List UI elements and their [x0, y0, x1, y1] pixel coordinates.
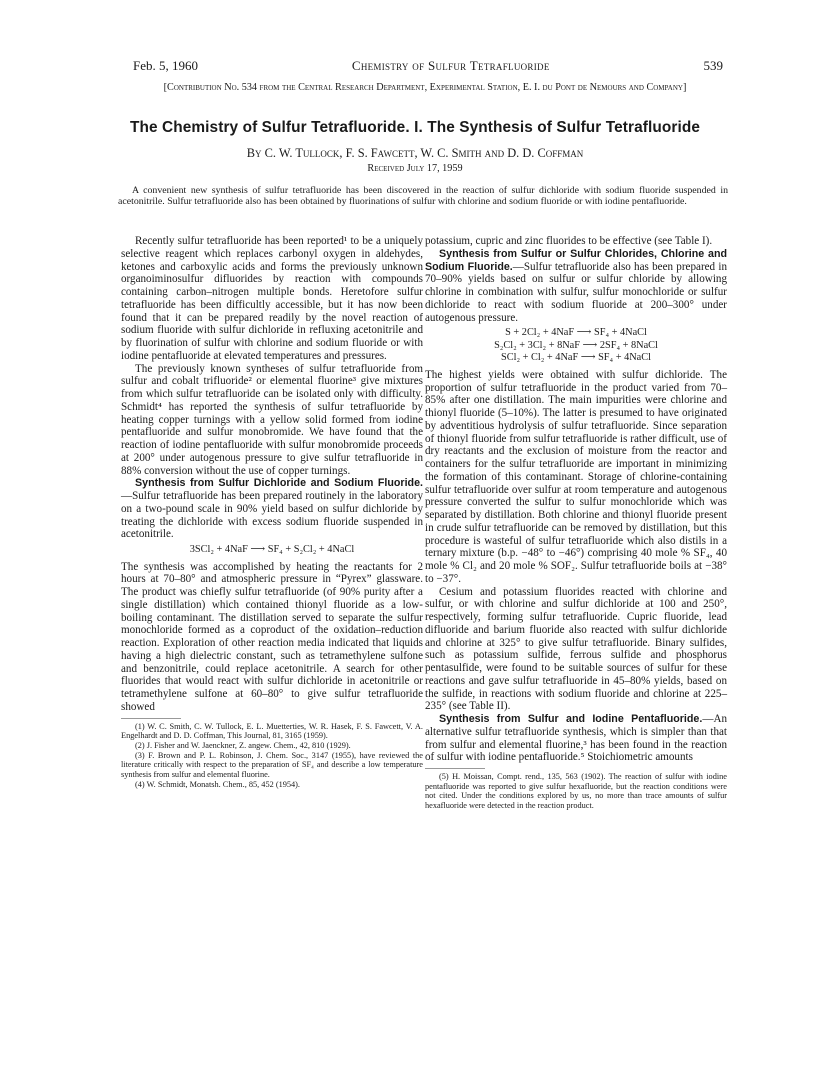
equation-1: 3SCl₂ + 4NaF ⟶ SF₄ + S₂Cl₂ + 4NaCl: [189, 544, 355, 555]
table-reference-paragraph: potassium, cupric and zinc fluorides to be effective (see Table I).: [425, 235, 713, 247]
section-heading-iodine: Synthesis from Sulfur and Iodine Pentafluoride.: [439, 713, 703, 725]
author-byline: By C. W. Tullock, F. S. Fawcett, W. C. Smith and D. D. Coffman: [246, 146, 584, 160]
equation-3: S₂Cl₂ + 3Cl₂ + 8NaF ⟶ 2SF₄ + 8NaCl: [494, 339, 658, 351]
iodine-section: [425, 713, 727, 764]
intro-paragraph: Recently sulfur tetrafluoride has been reported¹ to be a uniquely selective reagent which replaces carbonyl oxygen in aldehydes, ketones and carboxylic acids and forms the previously unknown organoiminosulfur difluorides by reaction with compounds containing carbon–nitrogen multiple bonds. Heretofore sulfur tetrafluoride has been difficultly accessible, but it has now been found that it can be prepared readily by the novel reaction of sodium fluoride with sulfur dichloride in refluxing acetonitrile and by fluorination of sulfur with chlorine and sodium fluoride or with iodine pentafluoride at elevated temperatures and pressures.: [121, 235, 423, 362]
contribution-note: [Contribution No. 534 from the Central Research Department, Experimental Station, E. I. du Pont de Nemours and Company]: [163, 82, 687, 93]
article-title: The Chemistry of Sulfur Tetrafluoride. I. The Synthesis of Sulfur Tetrafluoride: [129, 119, 700, 136]
running-header: [133, 58, 723, 74]
other-fluorides-paragraph: Cesium and potassium fluorides reacted with chlorine and sulfur, or with chlorine and sulfur dichloride at 100 and 250°, respectively, forming sulfur tetrafluoride. Cupric fluoride, lead difluoride and barium fluoride also reacted with sulfur dichloride and chlorine at 325° to give sulfur tetrafluoride. Binary sulfides, such as potassium sulfide, ferrous sulfide and phosphorus pentasulfide, were found to be suitable sources of sulfur for these reactions and gave sulfur tetrafluoride in 45–80% yields, based on the sulfide, in reactions with sodium fluoride and chlorine at 225–235° (see Table II).: [425, 585, 727, 713]
footnote-5: (5) H. Moissan, Compt. rend., 135, 563 (1902). The reaction of sulfur with iodine pentafluoride was reported to give sulfur hexafluoride, but the reaction conditions were not cited. Under the conditions explored by us, no more than trace amounts of sulfur hexafluoride were detected in the reaction product.: [425, 772, 727, 811]
section-heading-dichloride: Synthesis from Sulfur Dichloride and Sodium Fluoride.: [135, 477, 423, 490]
dichloride-text: —Sulfur tetrafluoride has been prepared routinely in the laboratory on a two-pound scale in 90% yield based on sulfur dichloride by treating the dichloride with excess sodium fluoride suspended in acetonitrile.: [121, 490, 423, 541]
equation-2: S + 2Cl₂ + 4NaF ⟶ SF₄ + 4NaCl: [505, 327, 647, 339]
equation-4: SCl₂ + Cl₂ + 4NaF ⟶ SF₄ + 4NaCl: [501, 352, 651, 364]
synthesis-details-paragraph: The synthesis was accomplished by heating the reactants for 2 hours at 70–80° and atmospheric pressure in “Pyrex” glassware. The product was chiefly sulfur tetrafluoride (of 90% purity after a single distillation) which contained thionyl fluoride as a low-boiling contaminant. The distillation served to separate the sulfur monochloride formed as a coproduct of the oxidation–reduction reaction. Exploration of other reaction media indicated that liquids having a high dielectric constant, such as tetramethylene sulfone and benzonitrile, could replace acetonitrile. A search for other fluorides that would react with sulfur dichloride in acetonitrile or tetramethylene sulfone at 60–80° to give sulfur tetrafluoride showed: [121, 560, 423, 713]
yields-paragraph: The highest yields were obtained with sulfur dichloride. The proportion of sulfur tetrafluoride in the product varied from 70–85% after one distillation. The main impurities were chlorine and thionyl fluoride (5–10%). The latter is presumed to have originated by adventitious hydrolysis of sulfur tetrafluoride. Since separation of thionyl fluoride from sulfur tetrafluoride is rather difficult, use of dry reactants and the exclusion of moisture from the reactor and containers for the sulfur tetrafluoride are important in minimizing the formation of this contaminant. Storage of chlorine-containing sulfur tetrafluoride over sulfur at room temperature and autogenous pressure converted the sulfur to sulfur monochloride which was separated by distillation. Both chlorine and thionyl fluoride present in crude sulfur tetrafluoride can be removed by distillation, but this procedure is wasteful of sulfur tetrafluoride which also distils in a ternary mixture (b.p. −48° to −46°) comprising 40 mole % SF₄, 40 mole % Cl₂ and 20 mole % SOF₂. Sulfur tetrafluoride boils at −38° to −37°.: [425, 368, 727, 585]
dichloride-section: [121, 477, 423, 541]
section-heading-chlorides: Synthesis from Sulfur or Sulfur Chlorides, Chlorine and Sodium Fluoride.: [425, 247, 727, 273]
footnote-1: (1) W. C. Smith, C. W. Tullock, E. L. Muetterties, W. R. Hasek, F. S. Fawcett, V. A. Engelhardt and D. D. Coffman, This Journal, 81, 3165 (1959).: [121, 721, 423, 741]
running-title: Chemistry of Sulfur Tetrafluoride: [351, 58, 550, 73]
footnote-4: (4) W. Schmidt, Monatsh. Chem., 85, 452 (1954).: [135, 779, 301, 789]
prior-syntheses-paragraph: The previously known syntheses of sulfur tetrafluoride from sulfur and cobalt trifluoride² or elemental fluorine³ give mixtures from which sulfur tetrafluoride can be isolated only with difficulty. Schmidt⁴ has reported the synthesis of sulfur tetrafluoride by heating copper turnings with a yellow solid formed from iodine pentafluoride and sulfur monobromide. We have found that the reaction of iodine pentafluoride with sulfur monobromide proceeds at 200° under autogenous pressure to give sulfur tetrafluoride in 88% conversion without the use of copper turnings.: [121, 362, 423, 477]
received-date: Received July 17, 1959: [367, 163, 463, 174]
iodine-text: —An alternative sulfur tetrafluoride synthesis, which is simpler than that from sulfur and elemental fluorine,³ has been found in the reaction of sulfur with iodine pentafluoride.⁵ Stoichiometric amounts: [425, 713, 727, 764]
left-column: [121, 235, 423, 789]
chlorides-section: [425, 248, 727, 325]
abstract: A convenient new synthesis of sulfur tetrafluoride has been discovered in the reaction of sulfur dichloride with sodium fluoride suspended in acetonitrile. Sulfur tetrafluoride also has been obtained by fluorinations of sulfur with chlorine and sodium fluoride or with iodine pentafluoride.: [118, 185, 728, 207]
page-number: 539: [703, 58, 723, 73]
chlorides-text: —Sulfur tetrafluoride also has been prepared in 70–90% yields based on sulfur or sulfur chloride by allowing chlorine in combination with sulfur, sulfur monochloride or sulfur dichloride to react with sodium fluoride at 200–300° under autogenous pressure.: [425, 260, 727, 324]
right-column: [425, 235, 727, 811]
issue-date: Feb. 5, 1960: [133, 58, 198, 73]
footnote-3: (3) F. Brown and P. L. Robinson, J. Chem. Soc., 3147 (1955), have reviewed the literature critically with respect to the preparation of SF₄ and describe a low temperature synthesis from sulfur and elemental fluorine.: [121, 750, 423, 780]
footnote-2: (2) J. Fisher and W. Jaenckner, Z. angew. Chem., 42, 810 (1929).: [135, 740, 351, 750]
